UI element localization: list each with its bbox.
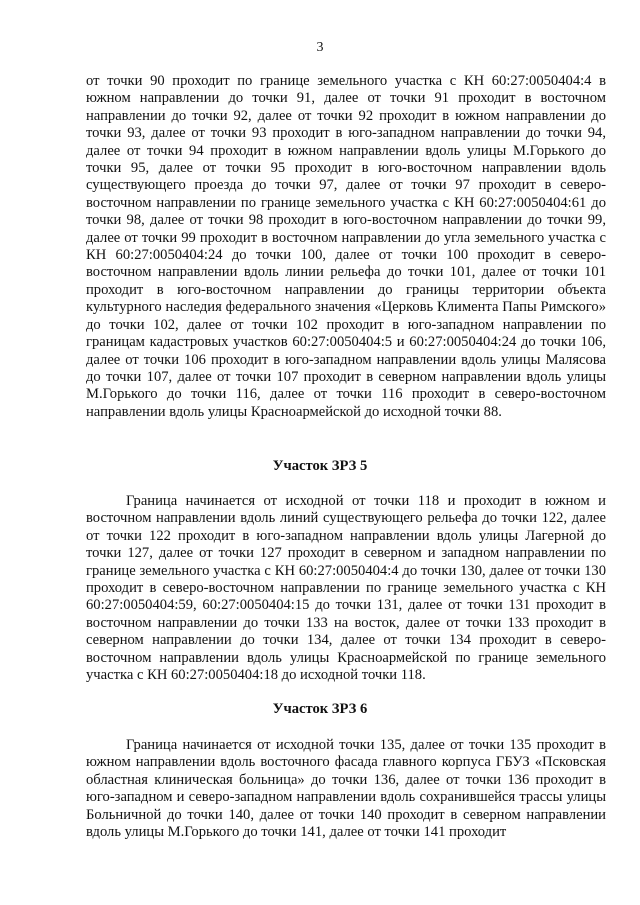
page-number: 3: [316, 40, 324, 55]
paragraph-continuation: от точки 90 проходит по границе земельного участка с КН 60:27:0050404:4 в южном направлении до точки 91, далее от точки 91 проходит в восточном направлении до точки 92, далее от точки 92 проходит в южном направлении до точки 93, далее от точки 93 проходит в юго-западном направлении до точки 94, далее от точки 94 проходит в южном направлении вдоль улицы М.Горького до точки 95, далее от точки 95 проходит в юго-восточном направлении вдоль существующего проезда до точки 97, далее от точки 97 проходит в северо-восточном направлении по границе земельного участка с КН 60:27:0050404:61 до точки 98, далее от точки 98 проходит в юго-восточном направлении до точки 99, далее от точки 99 проходит в восточном направлении до угла земельного участка с КН 60:27:0050404:24 до точки 100, далее от точки 100 проходит в северо-восточном направлении вдоль линии рельефа до точки 101, далее от точки 101 проходит в юго-восточном направлении до границы территории объекта культурного наследия федерального значения «Церковь Климента Папы Римского» до точки 102, далее от точки 102 проходит в юго-западном направлении по границам кадастровых участков 60:27:0050404:5 и 60:27:0050404:24 до точки 106, далее от точки 106 проходит в юго-западном направлении вдоль улицы Малясова до точки 107, далее от точки 107 проходит в северном направлении вдоль улицы М.Горького до точки 116, далее от точки 116 проходит в северо-восточном направлении вдоль улицы Красноармейской до исходной точки 88.: [86, 73, 606, 420]
paragraph-zrz5: Граница начинается от исходной от точки 118 и проходит в южном и восточном направлении вдоль линий существующего рельефа до точки 122, далее от точки 122 проходит в юго-западном направлении вдоль улицы Лагерной до точки 127, далее от точки 127 проходит в северном и западном направлении по границе земельного участка с КН 60:27:0050404:4 до точки 130, далее от точки 130 проходит в северо-восточном направлении по границе земельного участка с КН 60:27:0050404:59, 60:27:0050404:15 до точки 131, далее от точки 131 проходит в восточном направлении до точки 133 на восток, далее от точки 133 проходит в северном направлении до точки 134, далее от точки 134 проходит в северо-восточном направлении вдоль улицы Красноармейской по границе земельного участка с КН 60:27:0050404:18 до исходной точки 118.: [86, 493, 606, 684]
section-heading-zrz5: Участок ЗРЗ 5: [272, 458, 368, 474]
section-heading-zrz6: Участок ЗРЗ 6: [272, 701, 368, 717]
paragraph-zrz6: Граница начинается от исходной точки 135, далее от точки 135 проходит в южном направлении вдоль восточного фасада главного корпуса ГБУЗ «Псковская областная клиническая больница» до точки 136, далее от точки 136 проходит в юго-западном и северо-западном направлении вдоль сохранившейся трассы улицы Больничной до точки 140, далее от точки 140 проходит в северном направлении вдоль улицы М.Горького до точки 141, далее от точки 141 проходит: [86, 737, 606, 841]
